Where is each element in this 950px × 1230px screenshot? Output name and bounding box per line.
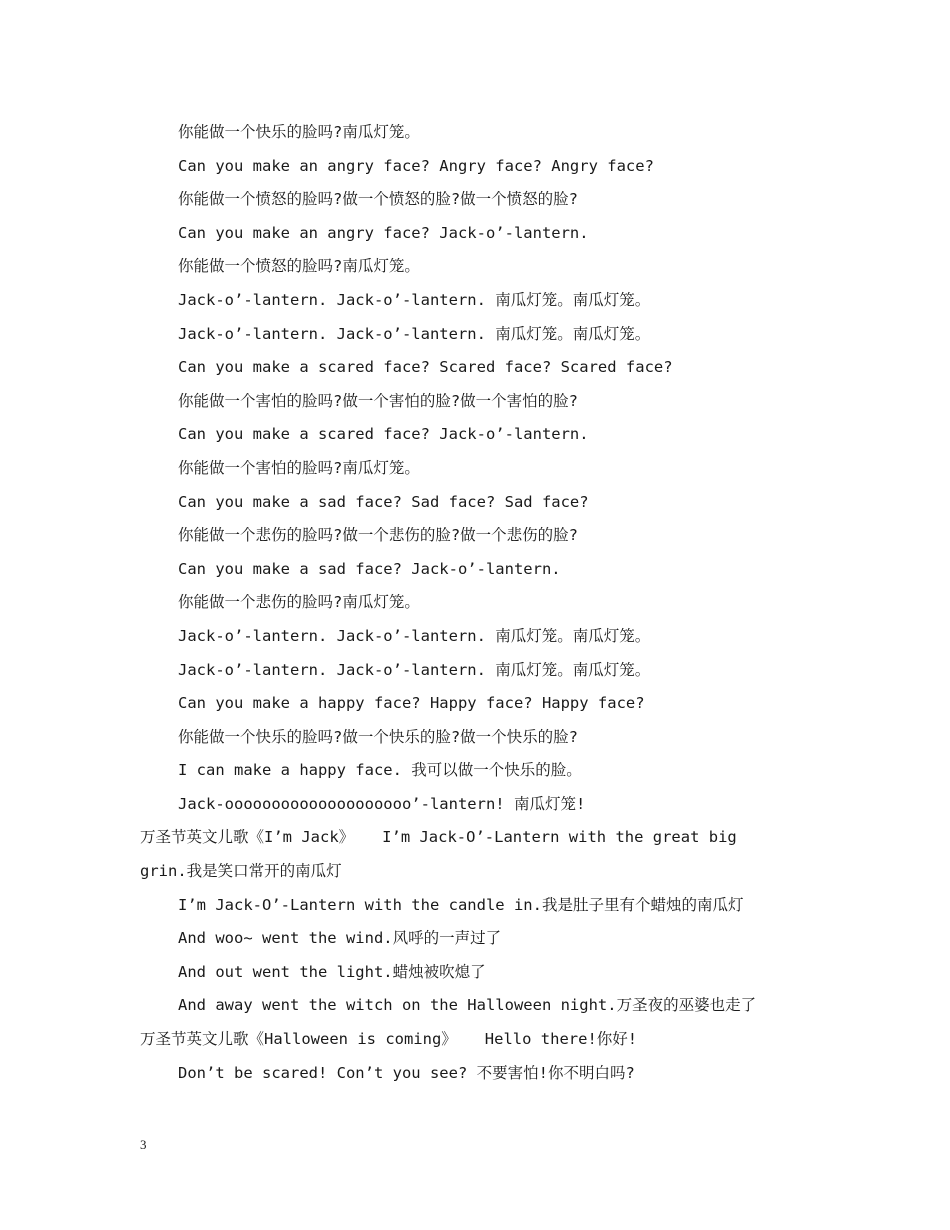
text-line: 你能做一个愤怒的脸吗?南瓜灯笼。: [178, 257, 420, 276]
text-line: Jack-o’-lantern. Jack-o’-lantern. 南瓜灯笼。南瓜灯笼。: [178, 324, 651, 343]
text-line: grin.我是笑口常开的南瓜灯: [140, 862, 342, 881]
text-line: Can you make a sad face? Sad face? Sad face?: [178, 492, 589, 511]
text-line: Can you make an angry face? Angry face? Angry face?: [178, 156, 654, 175]
text-line: Can you make a sad face? Jack-o’-lantern.: [178, 559, 561, 578]
text-line: Jack-o’-lantern. Jack-o’-lantern. 南瓜灯笼。南瓜灯笼。: [178, 626, 651, 645]
text-line: And out went the light.蜡烛被吹熄了: [178, 962, 486, 981]
text-line: 你能做一个害怕的脸吗?做一个害怕的脸?做一个害怕的脸?: [178, 391, 578, 410]
text-line: Can you make a scared face? Jack-o’-lantern.: [178, 425, 589, 444]
text-line: And away went the witch on the Halloween night.万圣夜的巫婆也走了: [178, 996, 757, 1015]
text-line: 你能做一个悲伤的脸吗?做一个悲伤的脸?做一个悲伤的脸?: [178, 526, 578, 545]
text-line: 你能做一个害怕的脸吗?南瓜灯笼。: [178, 458, 420, 477]
text-line: 你能做一个悲伤的脸吗?南瓜灯笼。: [178, 593, 420, 612]
text-line: Jack-o’-lantern. Jack-o’-lantern. 南瓜灯笼。南瓜灯笼。: [178, 290, 651, 309]
text-line: Can you make a happy face? Happy face? Happy face?: [178, 694, 645, 713]
song-lyrics-body: [140, 116, 830, 1090]
text-line: Don’t be scared! Con’t you see? 不要害怕!你不明白吗?: [178, 1063, 635, 1082]
page-number: 3: [140, 1137, 147, 1152]
text-line: 你能做一个愤怒的脸吗?做一个愤怒的脸?做一个愤怒的脸?: [178, 190, 578, 209]
text-line: Can you make a scared face? Scared face? Scared face?: [178, 358, 673, 377]
text-line: I’m Jack-O’-Lantern with the candle in.我是肚子里有个蜡烛的南瓜灯: [178, 895, 744, 914]
text-line: I can make a happy face. 我可以做一个快乐的脸。: [178, 761, 582, 780]
text-line: 万圣节英文儿歌《I’m Jack》 I’m Jack-O’-Lantern with the great big: [140, 828, 737, 847]
text-line: Can you make an angry face? Jack-o’-lantern.: [178, 223, 589, 242]
text-line: 万圣节英文儿歌《Halloween is coming》 Hello there!你好!: [140, 1030, 638, 1049]
text-line: Jack-o’-lantern. Jack-o’-lantern. 南瓜灯笼。南瓜灯笼。: [178, 660, 651, 679]
text-line: And woo~ went the wind.风呼的一声过了: [178, 929, 502, 948]
text-line: 你能做一个快乐的脸吗?做一个快乐的脸?做一个快乐的脸?: [178, 727, 578, 746]
text-line: Jack-oooooooooooooooooooo’-lantern! 南瓜灯笼!: [178, 794, 586, 813]
text-line: 你能做一个快乐的脸吗?南瓜灯笼。: [178, 123, 420, 141]
